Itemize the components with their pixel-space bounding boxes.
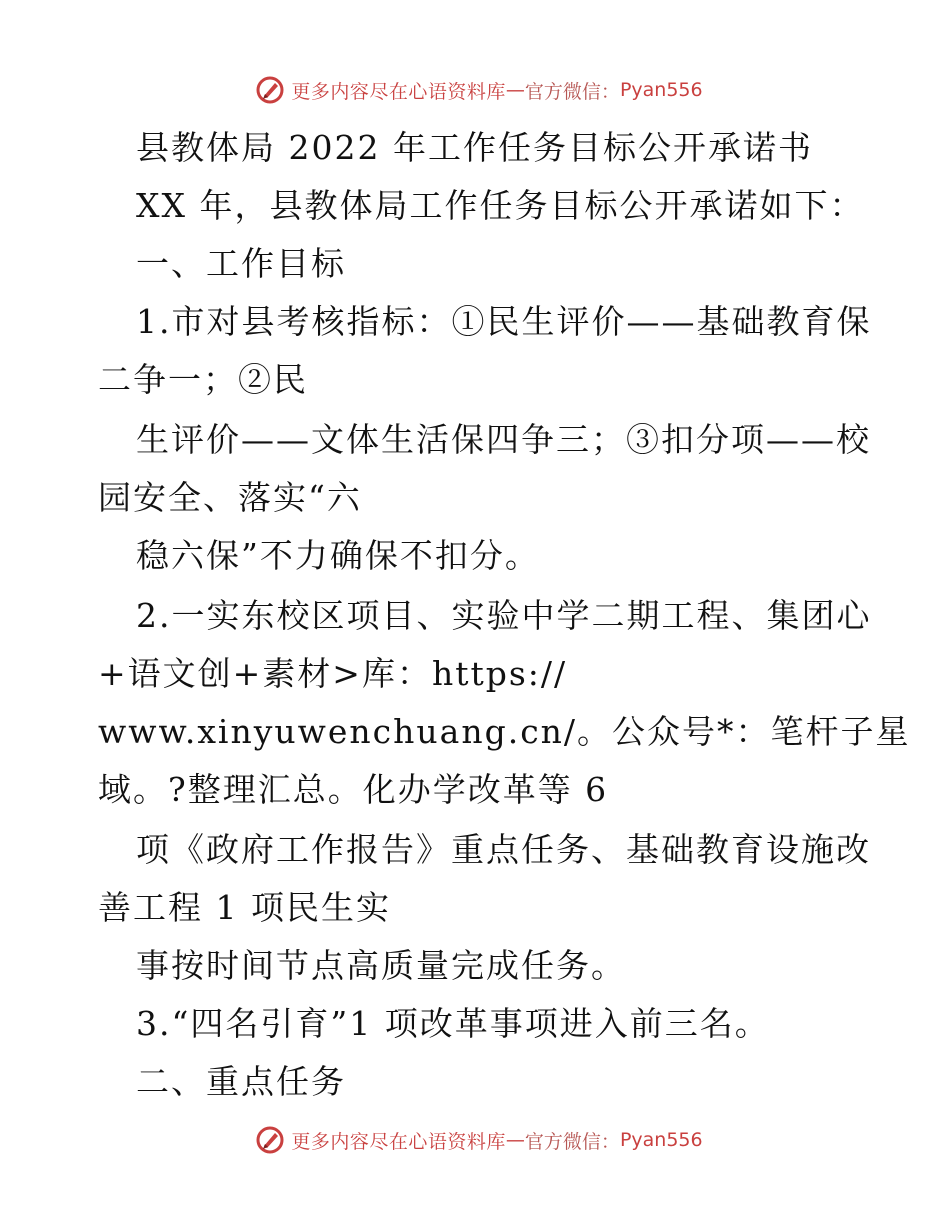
paragraph-line: 事按时间节点高质量完成任务。 (136, 946, 626, 985)
intro-paragraph: XX 年，县教体局工作任务目标公开承诺如下： (136, 186, 865, 225)
pen-seal-icon (255, 1125, 285, 1155)
banner-wechat-id: Pyan556 (619, 1129, 703, 1151)
paragraph-line: +语文创+素材>库：https:// (98, 654, 568, 693)
banner-label: 官方微信： (524, 1130, 620, 1153)
banner-wechat-id: Pyan556 (619, 79, 703, 101)
paragraph-line: 善工程 1 项民生实 (98, 888, 391, 927)
document-title: 县教体局 2022 年工作任务目标公开承诺书 (136, 128, 813, 167)
header-banner (0, 72, 950, 108)
paragraph-line: 二争一；②民 (98, 360, 308, 399)
banner-separator: — (505, 1129, 525, 1151)
paragraph-line: www.xinyuwenchuang.cn/。公众号*：笔杆子星 (98, 712, 911, 751)
banner-label: 官方微信： (524, 80, 620, 103)
paragraph-line: 生评价——文体生活保四争三；③扣分项——校 (136, 420, 871, 459)
paragraph-line: 园安全、落实“六 (98, 478, 362, 517)
pen-seal-icon (255, 75, 285, 105)
paragraph-line: 2.一实东校区项目、实验中学二期工程、集团心 (136, 596, 872, 635)
section-heading-tasks: 二、重点任务 (136, 1062, 346, 1101)
paragraph-line: 1.市对县考核指标：①民生评价——基础教育保 (136, 302, 872, 341)
banner-text: 更多内容尽在心语资料库 (291, 80, 506, 103)
paragraph-line: 域。?整理汇总。化办学改革等 6 (98, 770, 609, 809)
paragraph-line: 3.“四名引育”1 项改革事项进入前三名。 (136, 1004, 770, 1043)
banner-separator: — (505, 79, 525, 101)
banner-text: 更多内容尽在心语资料库 (291, 1130, 506, 1153)
paragraph-line: 稳六保”不力确保不扣分。 (136, 536, 540, 575)
footer-banner (0, 1122, 950, 1158)
section-heading-goals: 一、工作目标 (136, 244, 346, 283)
paragraph-line: 项《政府工作报告》重点任务、基础教育设施改 (136, 830, 871, 869)
